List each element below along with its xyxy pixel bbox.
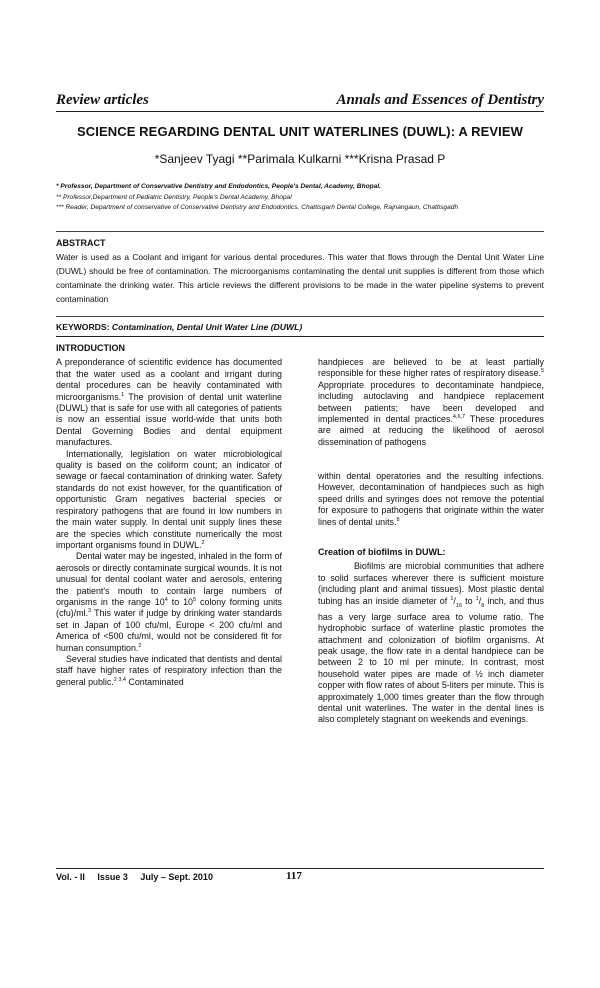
paragraph: Dental water may be ingested, inhaled in the form of aerosols or directly contaminate surgical wounds. It is not unusual for dental coolant water and aerosols, entering the patient's mouth to contain large numbers of organisms in the range $10^4$ to $10^5$ colony forming units (cfu)/ml.$^3$ This water if judge by drinking water standards set in Japan of 100 cfu/ml, Europe < 200 cfu/ml and America of <500 cfu/ml, would not be considered fit for human consumption.$^2$ [56, 551, 282, 653]
abstract-text: Water is used as a Coolant and irrigant for various dental procedures. This water that flows through the Dental Unit Water Line (DUWL) should be free of contamination. The microorganisms contaminating the dental unit supplies is different from those which contaminate the drinking water. This article reviews the different provisions to be made in the water pipeline systems to prevent contamination [56, 252, 544, 304]
keywords-label: KEYWORDS: [56, 322, 112, 332]
affiliations [56, 182, 570, 214]
divider [56, 231, 544, 232]
introduction-heading: INTRODUCTION [56, 343, 125, 353]
right-column-middle [318, 471, 544, 528]
header-rule [56, 111, 544, 112]
footer-issue-info [56, 872, 223, 882]
right-column-top [318, 357, 544, 448]
paragraph: Biofilms are microbial communities that adhere to solid surfaces wherever there is sufficient moisture (including plant and animal tissues). Most plastic dental tubing has an inside diameter of $^1/_{16}$ to $^1/_8$ inch, and thus has a very large surface area to volume ratio. The hydrophobic surface of waterline plastic promotes the attachment and colonization of biofilm organisms. At peak usage, the flow rate in a dental handpiece can be between 2 to 10 ml per minute. In contrast, most household water pipes are made of ½ inch diameter copper with flow rates of about 5-liters per minute. This is approximately 1,000 times greater than the flow through dental unit waterlines. The water in the dental lines is also completely stagnant on weekends and evenings. [318, 561, 544, 725]
keywords-value: Contamination, Dental Unit Water Line (DUWL) [111, 322, 303, 332]
affiliation-2: ** Professor,Department of Pediatric Dentistry, People's Dental Academy, Bhopal [56, 193, 292, 201]
divider [56, 316, 544, 317]
footer-date: July – Sept. 2010 [140, 872, 213, 882]
article-title: SCIENCE REGARDING DENTAL UNIT WATERLINES (DUWL): A REVIEW [76, 124, 523, 139]
right-column-biofilm [318, 547, 544, 726]
footer-rule [56, 868, 544, 869]
page-number: 117 [286, 870, 302, 882]
affiliation-1: * Professor, Department of Conservative Dentistry and Endodontics, People's Dental, Academy, Bhopal. [56, 183, 381, 190]
biofilm-heading: Creation of biofilms in DUWL: [318, 547, 446, 557]
paragraph: within dental operatories and the resulting infections. However, decontamination of handpieces such as high speed drills and syringes does not remove the potential for exposure to pathogens that originate within the water lines of dental units.$^8$ [318, 471, 544, 527]
paragraph: Internationally, legislation on water microbiological quality is based on the coliform count; an indicator of sewage or faecal contamination of drinking water. Safety standards do not exist however, for the quantification of opportunistic Gram negatives bacterial species or respiratory pathogens that are found in low numbers in the main water supply. In dental unit supply lines these are the species which constitute numerically the most important organisms found in DUWL.$^2$ [56, 448, 282, 550]
divider [56, 336, 544, 337]
paragraph: handpieces are believed to be at least partially responsible for these higher rates of respiratory disease.$^5$ Appropriate procedures to decontaminate handpiece, including autoclaving and handpiece replacement between patients; have been developed and implemented in dental practices.$^{4,6,7}$ These procedures are aimed at reducing the likelihood of aerosol dissemination of pathogens [318, 357, 544, 447]
header-journal-name: Annals and Essences of Dentistry [336, 92, 544, 108]
footer-volume: Vol. - II [56, 872, 85, 882]
abstract-heading: ABSTRACT [56, 238, 106, 248]
author-list: *Sanjeev Tyagi **Parimala Kulkarni ***Krisna Prasad P [154, 152, 446, 166]
footer-issue: Issue 3 [97, 872, 128, 882]
paragraph: A preponderance of scientific evidence has documented that the water used as a coolant and irrigant during dental procedures can be heavily contaminated with microorganisms.$^1$ The provision of dental unit waterline (DUWL) that is safe for use with all categories of patients is now an essential issue world-wide that units both Dental Governing Bodies and dental equipment manufactures. [56, 357, 282, 448]
left-column [56, 343, 282, 688]
keywords [56, 322, 544, 332]
header-section-label: Review articles [56, 92, 149, 108]
affiliation-3: *** Reader, Department of conservative of Conservative Dentistry and Endodontics, Chattisgarh Dental College, Rajnangaun, Chattisgadh [56, 204, 459, 211]
paragraph: Several studies have indicated that dentists and dental staff have higher rates of respiratory infection than the general public.$^{2 3,4}$ Contaminated [56, 653, 282, 687]
